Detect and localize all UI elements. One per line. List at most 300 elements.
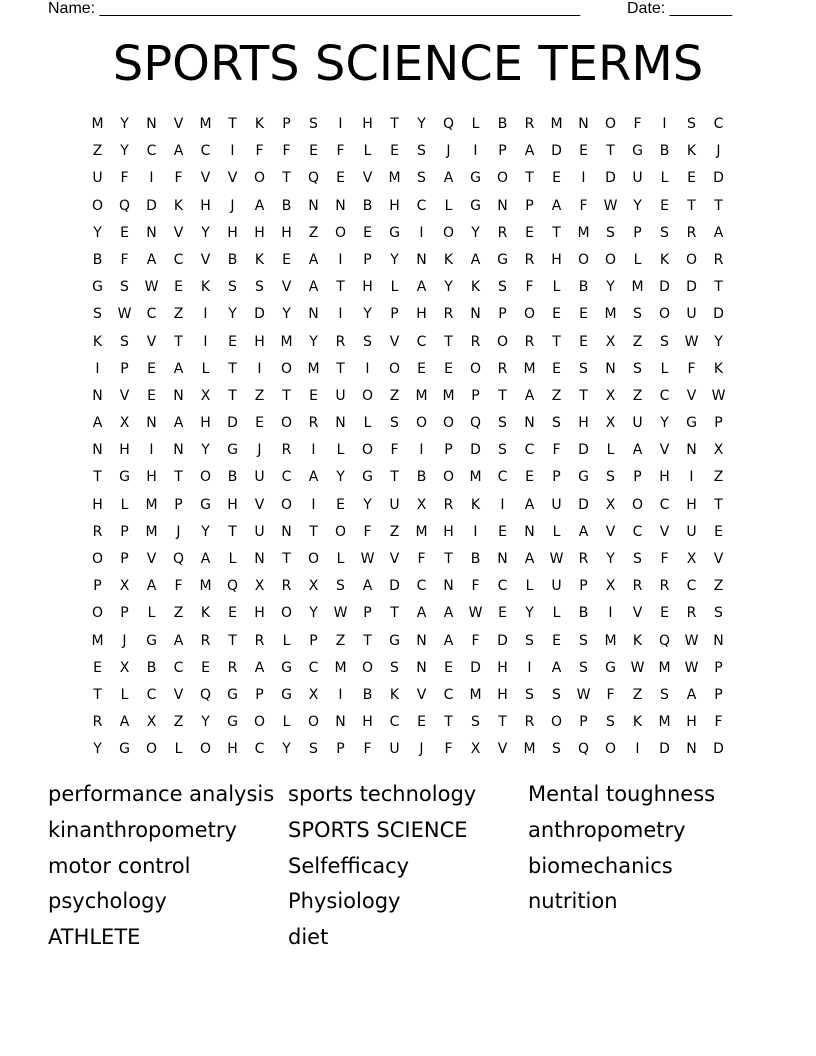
grid-letter: L xyxy=(228,551,237,567)
word-list-item: Selfefficacy xyxy=(288,853,410,878)
word-list-item: anthropometry xyxy=(528,817,686,842)
grid-letter: E xyxy=(417,714,426,731)
grid-letter: N xyxy=(146,224,157,241)
grid-letter: N xyxy=(335,714,346,731)
grid-row xyxy=(84,495,732,522)
grid-letter: C xyxy=(443,686,454,703)
word-search-grid xyxy=(84,114,732,767)
grid-letter: T xyxy=(336,360,345,377)
grid-letter: E xyxy=(552,170,561,187)
grid-letter: V xyxy=(497,741,508,758)
grid-letter: F xyxy=(471,578,480,595)
grid-letter: F xyxy=(633,116,642,132)
grid-letter: W xyxy=(630,659,645,676)
grid-letter: E xyxy=(255,415,264,432)
grid-letter: O xyxy=(91,197,104,214)
grid-letter: I xyxy=(662,116,667,132)
grid-letter: E xyxy=(174,279,183,296)
grid-letter: O xyxy=(361,659,374,676)
grid-letter: Q xyxy=(469,415,482,432)
grid-letter: T xyxy=(174,333,183,350)
grid-letter: L xyxy=(471,116,480,132)
grid-letter: M xyxy=(199,578,212,595)
grid-letter: J xyxy=(716,143,721,160)
grid-letter: A xyxy=(524,143,535,160)
grid-row xyxy=(84,603,732,630)
grid-letter: S xyxy=(498,415,507,432)
grid-letter: R xyxy=(497,224,508,241)
grid-letter: E xyxy=(228,333,237,350)
grid-letter: K xyxy=(443,251,454,268)
grid-letter: Z xyxy=(335,632,346,649)
grid-row xyxy=(84,114,732,141)
grid-letter: H xyxy=(146,469,157,486)
grid-letter: F xyxy=(255,143,264,160)
grid-letter: N xyxy=(443,578,454,595)
grid-letter: H xyxy=(200,197,211,214)
grid-letter: E xyxy=(228,605,237,622)
grid-letter: O xyxy=(442,469,455,486)
grid-letter: B xyxy=(659,143,670,160)
grid-letter: E xyxy=(336,496,345,513)
grid-letter: H xyxy=(389,197,400,214)
grid-letter: X xyxy=(416,496,427,513)
grid-letter: W xyxy=(468,605,483,622)
grid-letter: G xyxy=(605,659,616,676)
grid-letter: S xyxy=(660,686,669,703)
grid-letter: W xyxy=(711,387,726,404)
grid-letter: F xyxy=(525,279,534,296)
grid-letter: L xyxy=(336,551,345,567)
grid-letter: I xyxy=(608,605,613,622)
grid-letter: T xyxy=(228,116,237,132)
grid-letter: O xyxy=(496,333,509,350)
grid-letter: X xyxy=(119,415,130,432)
grid-letter: E xyxy=(201,659,210,676)
grid-letter: Y xyxy=(336,469,345,486)
grid-letter: A xyxy=(308,251,319,268)
grid-letter: F xyxy=(660,551,669,567)
word-list-item: performance analysis xyxy=(48,782,275,806)
grid-letter: T xyxy=(93,469,102,486)
grid-letter: S xyxy=(606,714,615,731)
grid-letter: Y xyxy=(309,605,318,622)
grid-letter: I xyxy=(338,251,343,268)
grid-letter: N xyxy=(686,442,697,459)
grid-letter: I xyxy=(365,360,370,377)
grid-letter: S xyxy=(525,632,534,649)
grid-letter: H xyxy=(686,714,697,731)
grid-letter: R xyxy=(470,333,481,350)
grid-letter: R xyxy=(254,632,265,649)
grid-letter: C xyxy=(254,741,265,758)
grid-letter: R xyxy=(632,578,643,595)
grid-letter: C xyxy=(416,197,427,214)
grid-letter: A xyxy=(308,469,319,486)
grid-letter: Z xyxy=(389,387,400,404)
date-field-label: Date: _______ xyxy=(627,0,732,17)
grid-letter: S xyxy=(228,279,237,296)
grid-letter: P xyxy=(579,714,588,731)
grid-letter: V xyxy=(362,170,373,187)
grid-letter: M xyxy=(334,659,347,676)
grid-letter: B xyxy=(578,605,589,622)
grid-letter: K xyxy=(173,197,184,214)
grid-letter: M xyxy=(604,632,617,649)
word-list-item: Physiology xyxy=(288,889,401,914)
grid-letter: Y xyxy=(390,251,399,268)
grid-letter: Z xyxy=(389,523,400,540)
grid-letter: X xyxy=(713,442,724,459)
grid-letter: Z xyxy=(308,224,319,241)
grid-letter: Y xyxy=(606,279,615,296)
grid-letter: A xyxy=(524,496,535,513)
grid-letter: F xyxy=(714,714,723,731)
grid-letter: J xyxy=(257,442,262,459)
grid-letter: M xyxy=(145,523,158,540)
grid-letter: S xyxy=(660,224,669,241)
grid-letter: X xyxy=(308,686,319,703)
grid-letter: A xyxy=(200,551,211,567)
grid-letter: R xyxy=(281,442,292,459)
grid-letter: K xyxy=(470,496,481,513)
grid-letter: M xyxy=(307,360,320,377)
grid-letter: W xyxy=(603,197,618,214)
grid-letter: M xyxy=(442,387,455,404)
grid-letter: A xyxy=(443,605,454,622)
grid-letter: A xyxy=(686,686,697,703)
grid-letter: C xyxy=(416,333,427,350)
grid-letter: H xyxy=(578,415,589,432)
grid-letter: V xyxy=(281,279,292,296)
grid-letter: W xyxy=(549,551,564,567)
grid-letter: G xyxy=(389,632,400,649)
grid-letter: S xyxy=(552,415,561,432)
grid-letter: H xyxy=(119,442,130,459)
grid-letter: V xyxy=(389,551,400,567)
grid-letter: Q xyxy=(307,170,320,187)
grid-letter: P xyxy=(309,632,318,649)
grid-letter: O xyxy=(307,714,320,731)
grid-letter: U xyxy=(254,523,265,540)
grid-letter: Y xyxy=(228,306,237,323)
grid-letter: L xyxy=(201,360,210,377)
grid-letter: E xyxy=(687,170,696,187)
grid-letter: B xyxy=(227,469,238,486)
grid-row xyxy=(84,467,732,494)
grid-letter: R xyxy=(443,306,454,323)
grid-letter: I xyxy=(527,659,532,676)
grid-letter: N xyxy=(497,551,508,567)
grid-letter: V xyxy=(416,686,427,703)
name-field-label: Name: ______________________________________________________ xyxy=(48,0,581,17)
grid-row xyxy=(84,413,732,440)
grid-letter: T xyxy=(444,551,453,567)
grid-letter: V xyxy=(173,224,184,241)
grid-letter: R xyxy=(335,333,346,350)
grid-letter: S xyxy=(579,659,588,676)
grid-letter: O xyxy=(415,415,428,432)
word-list-item: ATHLETE xyxy=(48,925,141,950)
grid-letter: O xyxy=(604,116,617,132)
grid-letter: Y xyxy=(120,143,129,160)
grid-letter: K xyxy=(200,279,211,296)
grid-letter: B xyxy=(416,469,427,486)
grid-letter: V xyxy=(200,170,211,187)
grid-letter: P xyxy=(471,387,480,404)
grid-letter: E xyxy=(147,360,156,377)
grid-letter: Q xyxy=(442,116,455,132)
grid-letter: A xyxy=(443,632,454,649)
grid-letter: L xyxy=(552,523,561,540)
grid-letter: N xyxy=(92,387,103,404)
grid-letter: S xyxy=(120,279,129,296)
grid-letter: A xyxy=(254,197,265,214)
word-list-item: psychology xyxy=(48,889,167,914)
grid-letter: Y xyxy=(201,442,210,459)
grid-letter: Z xyxy=(632,387,643,404)
grid-letter: X xyxy=(686,551,697,567)
grid-letter: A xyxy=(254,659,265,676)
grid-letter: F xyxy=(363,523,372,540)
grid-letter: V xyxy=(686,387,697,404)
grid-letter: R xyxy=(227,659,238,676)
grid-letter: G xyxy=(281,659,292,676)
grid-letter: S xyxy=(336,578,345,595)
grid-letter: T xyxy=(93,686,102,703)
grid-letter: V xyxy=(173,116,184,132)
grid-row xyxy=(84,141,732,168)
grid-letter: G xyxy=(470,197,481,214)
grid-letter: P xyxy=(525,197,534,214)
grid-letter: S xyxy=(255,279,264,296)
grid-letter: R xyxy=(524,333,535,350)
grid-letter: V xyxy=(227,170,238,187)
grid-letter: N xyxy=(281,523,292,540)
grid-letter: G xyxy=(119,741,130,758)
grid-letter: B xyxy=(497,116,508,132)
grid-letter: A xyxy=(146,251,157,268)
grid-letter: T xyxy=(552,224,561,241)
grid-letter: Z xyxy=(173,306,184,323)
grid-letter: I xyxy=(203,306,208,323)
grid-letter: O xyxy=(199,469,212,486)
grid-letter: G xyxy=(389,224,400,241)
grid-letter: Y xyxy=(201,714,210,731)
grid-letter: H xyxy=(227,741,238,758)
grid-letter: W xyxy=(684,333,699,350)
grid-letter: T xyxy=(390,605,399,622)
grid-letter: H xyxy=(362,279,373,296)
grid-letter: L xyxy=(552,605,561,622)
grid-letter: R xyxy=(578,551,589,567)
grid-letter: Z xyxy=(551,387,562,404)
grid-letter: C xyxy=(713,116,724,132)
grid-letter: W xyxy=(684,659,699,676)
grid-letter: F xyxy=(120,170,129,187)
grid-letter: S xyxy=(390,415,399,432)
grid-letter: M xyxy=(658,659,671,676)
grid-letter: O xyxy=(145,741,158,758)
grid-row xyxy=(84,522,732,549)
grid-letter: W xyxy=(117,306,132,323)
grid-letter: M xyxy=(604,306,617,323)
grid-letter: O xyxy=(388,360,401,377)
grid-letter: A xyxy=(416,279,427,296)
grid-letter: T xyxy=(579,387,588,404)
grid-letter: P xyxy=(363,251,372,268)
grid-letter: G xyxy=(227,442,238,459)
grid-letter: H xyxy=(362,714,373,731)
grid-letter: N xyxy=(497,197,508,214)
grid-letter: F xyxy=(363,741,372,758)
grid-letter: M xyxy=(388,170,401,187)
grid-letter: S xyxy=(633,360,642,377)
grid-letter: Z xyxy=(632,333,643,350)
grid-letter: P xyxy=(255,686,264,703)
grid-letter: Y xyxy=(714,333,723,350)
grid-row xyxy=(84,712,732,739)
grid-row xyxy=(84,359,732,386)
grid-letter: D xyxy=(254,306,265,323)
grid-letter: R xyxy=(92,523,103,540)
grid-letter: L xyxy=(633,251,642,268)
grid-letter: Z xyxy=(173,605,184,622)
grid-letter: P xyxy=(336,741,345,758)
grid-letter: K xyxy=(632,632,643,649)
grid-letter: S xyxy=(660,333,669,350)
grid-letter: B xyxy=(362,686,373,703)
grid-letter: N xyxy=(308,306,319,323)
grid-letter: G xyxy=(470,170,481,187)
grid-letter: Y xyxy=(120,116,129,132)
grid-letter: R xyxy=(200,632,211,649)
grid-letter: S xyxy=(309,741,318,758)
grid-letter: C xyxy=(200,143,211,160)
grid-letter: R xyxy=(686,224,697,241)
grid-letter: E xyxy=(579,333,588,350)
grid-letter: N xyxy=(578,116,589,132)
word-list-item: diet xyxy=(288,925,329,950)
grid-letter: J xyxy=(176,523,181,540)
grid-letter: L xyxy=(174,741,183,758)
grid-letter: Y xyxy=(282,306,291,323)
grid-letter: F xyxy=(552,442,561,459)
grid-letter: H xyxy=(254,605,265,622)
grid-letter: M xyxy=(469,686,482,703)
grid-letter: M xyxy=(523,360,536,377)
grid-letter: P xyxy=(120,605,129,622)
grid-letter: J xyxy=(446,143,451,160)
grid-letter: M xyxy=(523,741,536,758)
grid-letter: E xyxy=(498,605,507,622)
grid-letter: O xyxy=(280,360,293,377)
grid-letter: E xyxy=(579,306,588,323)
grid-letter: S xyxy=(498,279,507,296)
grid-letter: Y xyxy=(633,197,642,214)
grid-letter: H xyxy=(497,659,508,676)
grid-letter: G xyxy=(497,251,508,268)
grid-letter: A xyxy=(578,523,589,540)
grid-letter: K xyxy=(470,279,481,296)
grid-letter: I xyxy=(338,686,343,703)
grid-letter: T xyxy=(714,279,723,296)
grid-letter: H xyxy=(92,496,103,513)
grid-letter: R xyxy=(686,605,697,622)
grid-letter: A xyxy=(308,279,319,296)
grid-letter: S xyxy=(687,116,696,132)
grid-letter: D xyxy=(686,279,697,296)
grid-letter: G xyxy=(119,469,130,486)
grid-letter: D xyxy=(578,442,589,459)
grid-letter: T xyxy=(282,387,291,404)
grid-letter: D xyxy=(551,143,562,160)
grid-letter: V xyxy=(200,251,211,268)
grid-letter: A xyxy=(173,143,184,160)
grid-letter: E xyxy=(525,469,534,486)
grid-letter: M xyxy=(280,333,293,350)
grid-letter: S xyxy=(363,333,372,350)
grid-letter: P xyxy=(282,116,291,132)
grid-letter: N xyxy=(686,741,697,758)
grid-letter: U xyxy=(686,306,697,323)
grid-letter: A xyxy=(173,360,184,377)
grid-letter: N xyxy=(713,632,724,649)
grid-letter: G xyxy=(281,686,292,703)
grid-letter: Y xyxy=(363,496,372,513)
grid-letter: X xyxy=(605,387,616,404)
grid-letter: G xyxy=(632,143,643,160)
grid-letter: Y xyxy=(660,415,669,432)
grid-letter: E xyxy=(525,224,534,241)
grid-letter: N xyxy=(524,415,535,432)
grid-letter: I xyxy=(473,143,478,160)
grid-letter: K xyxy=(254,251,265,268)
grid-letter: P xyxy=(498,306,507,323)
grid-letter: V xyxy=(254,496,265,513)
grid-letter: L xyxy=(660,170,669,187)
grid-letter: E xyxy=(417,360,426,377)
grid-letter: P xyxy=(633,469,642,486)
grid-letter: I xyxy=(473,523,478,540)
grid-letter: D xyxy=(713,170,724,187)
grid-letter: T xyxy=(525,170,534,187)
grid-letter: F xyxy=(444,741,453,758)
grid-letter: R xyxy=(443,496,454,513)
grid-letter: P xyxy=(633,224,642,241)
grid-letter: K xyxy=(659,251,670,268)
grid-letter: O xyxy=(91,605,104,622)
grid-letter: S xyxy=(471,714,480,731)
grid-letter: I xyxy=(635,741,640,758)
grid-letter: Y xyxy=(201,224,210,241)
grid-letter: G xyxy=(362,469,373,486)
grid-letter: L xyxy=(444,197,453,214)
grid-letter: X xyxy=(200,387,211,404)
grid-letter: C xyxy=(146,143,157,160)
grid-letter: C xyxy=(632,523,643,540)
grid-letter: A xyxy=(470,251,481,268)
word-list-item: sports technology xyxy=(288,782,477,806)
grid-row xyxy=(84,440,732,467)
grid-letter: I xyxy=(95,360,100,377)
grid-letter: E xyxy=(444,360,453,377)
grid-letter: H xyxy=(659,469,670,486)
grid-letter: V xyxy=(146,333,157,350)
grid-row xyxy=(84,196,732,223)
grid-letter: W xyxy=(576,686,591,703)
grid-letter: F xyxy=(471,632,480,649)
